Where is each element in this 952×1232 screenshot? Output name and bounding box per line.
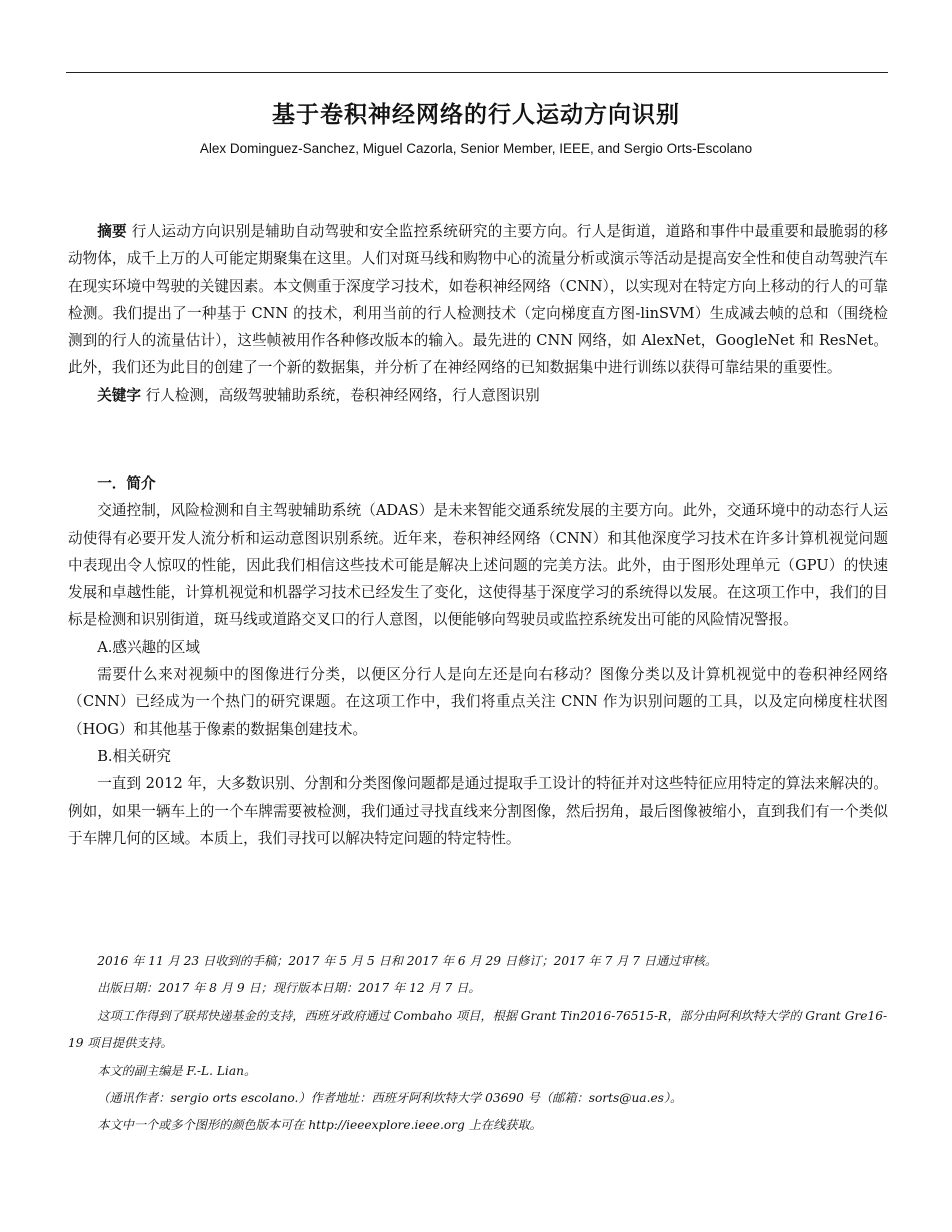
keywords-paragraph — [68, 382, 888, 409]
section-introduction — [68, 470, 888, 852]
subsection-a-heading: A.感兴趣的区域 — [97, 638, 200, 656]
author-line: Alex Dominguez-Sanchez, Miguel Cazorla, Senior Member, IEEE, and Sergio Orts-Escolano — [199, 141, 753, 156]
footnotes — [68, 948, 888, 1140]
footnote-editor: 本文的副主编是 F.-L. Lian。 — [97, 1063, 257, 1078]
abstract-paragraph — [68, 218, 888, 382]
keywords-label: 关键字 — [97, 386, 141, 404]
intro-paragraph: 交通控制，风险检测和自主驾驶辅助系统（ADAS）是未来智能交通系统发展的主要方向。此外，交通环境中的动态行人运动使得有必要开发人流分析和运动意图识别系统。近年来，卷积神经网络（CNN）和其他深度学习技术在许多计算机视觉问题中表现出令人惊叹的性能，因此我们相信这些技术可能是解决上述问题的完美方法。此外，由于图形处理单元（GPU）的快速发展和卓越性能，计算机视觉和机器学习技术已经发生了变化，这使得基于深度学习的系统得以发展。在这项工作中，我们的目标是检测和识别街道，斑马线或道路交叉口的行人意图，以便能够向驾驶员或监控系统发出可能的风险情况警报。 — [68, 502, 888, 629]
section-heading: 一．简介 — [97, 475, 156, 492]
footnote-color-version: 本文中一个或多个图形的颜色版本可在 http://ieeexplore.ieee.org 上在线获取。 — [97, 1118, 542, 1133]
footnote-received: 2016 年 11 月 23 日收到的手稿；2017 年 5 月 5 日和 2017 年 6 月 29 日修订；2017 年 7 月 7 日通过审核。 — [97, 954, 718, 968]
header-rule — [66, 72, 888, 73]
footnote-funding: 这项工作得到了联邦快递基金的支持，西班牙政府通过 Combaho 项目，根据 Grant Tin2016-76515-R，部分由阿利坎特大学的 Grant Gre16-19 项目提供支持。 — [68, 1008, 888, 1051]
keywords-text: 行人检测，高级驾驶辅助系统，卷积神经网络，行人意图识别 — [145, 386, 540, 404]
abstract-text: 行人运动方向识别是辅助自动驾驶和安全监控系统研究的主要方向。行人是街道，道路和事件中最重要和最脆弱的移动物体，成千上万的人可能定期聚集在这里。人们对斑马线和购物中心的流量分析或演示等活动是提高安全性和使自动驾驶汽车在现实环境中驾驶的关键因素。本文侧重于深度学习技术，如卷积神经网络（CNN），以实现对在特定方向上移动的行人的可靠检测。我们提出了一种基于 CNN 的技术，利用当前的行人检测技术（定向梯度直方图-linSVM）生成减去帧的总和（围绕检测到的行人的流量估计），这些帧被用作各种修改版本的输入。最先进的 CNN 网络，如 AlexNet，GoogleNet 和 ResNet。此外，我们还为此目的创建了一个新的数据集，并分析了在神经网络的已知数据集中进行训练以获得可靠结果的重要性。 — [68, 223, 888, 377]
subsection-b-heading: B.相关研究 — [97, 747, 171, 765]
footnote-publication: 出版日期：2017 年 8 月 9 日；现行版本日期：2017 年 12 月 7 日。 — [97, 981, 481, 996]
paper-title: 基于卷积神经网络的行人运动方向识别 — [272, 102, 680, 128]
subsection-b-paragraph: 一直到 2012 年，大多数识别、分割和分类图像问题都是通过提取手工设计的特征并对这些特征应用特定的算法来解决的。例如，如果一辆车上的一个车牌需要被检测，我们通过寻找直线来分割图像，然后拐角，最后图像被缩小，直到我们有一个类似于车牌几何的区域。本质上，我们寻找可以解决特定问题的特定特性。 — [68, 775, 888, 847]
abstract-block — [68, 218, 888, 409]
abstract-label: 摘要 — [97, 223, 127, 240]
footnote-corresponding: （通讯作者：sergio orts escolano.）作者地址：西班牙阿利坎特大学 03690 号（邮箱：sorts@ua.es）。 — [97, 1091, 683, 1106]
subsection-a-paragraph: 需要什么来对视频中的图像进行分类，以便区分行人是向左还是向右移动？图像分类以及计算机视觉中的卷积神经网络（CNN）已经成为一个热门的研究课题。在这项工作中，我们将重点关注 CNN 作为识别问题的工具，以及定向梯度柱状图（HOG）和其他基于像素的数据集创建技术。 — [68, 666, 888, 738]
